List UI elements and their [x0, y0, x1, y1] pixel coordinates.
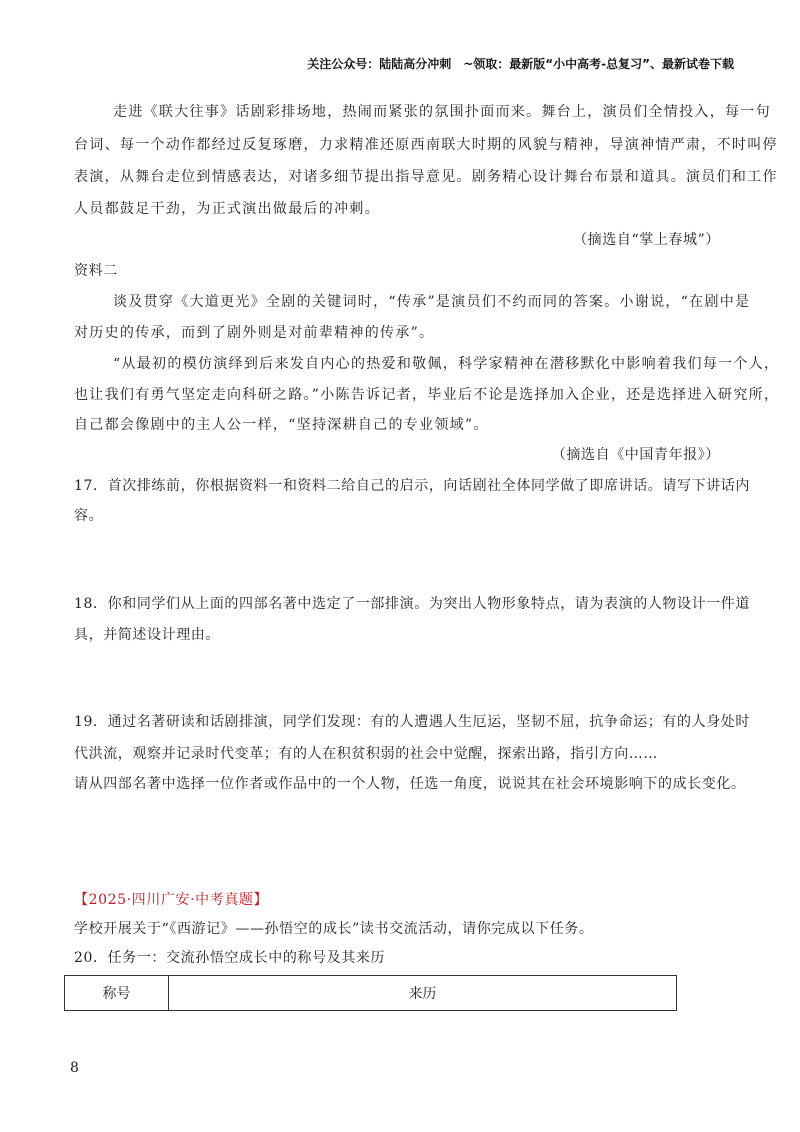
material-one-source: （摘选自“掌上春城”） [573, 232, 720, 248]
question-18-line-1: 18．你和同学们从上面的四部名著中选定了一部排演。为突出人物形象特点，请为表演的人物设计一件道 [74, 596, 751, 612]
material-one-line-2: 台词、每一个动作都经过反复琢磨，力求精准还原西南联大时期的风貌与精神，导演神情严肃，不时叫停 [74, 137, 778, 153]
page-number: 8 [70, 1060, 79, 1076]
table-header-title: 称号 [65, 976, 169, 1011]
question-17-line-1: 17．首次排练前，你根据资料一和资料二给自己的启示，向话剧社全体同学做了即席讲话。请写下讲话内 [74, 478, 751, 494]
material-two-line-1: 谈及贯穿《大道更光》全剧的关键词时，“传承”是演员们不约而同的答案。小谢说，“在剧中是 [113, 294, 751, 310]
material-one-line-1: 走进《联大往事》话剧彩排场地，热闹而紧张的氛围扑面而来。舞台上，演员们全情投入，每一句 [113, 104, 771, 120]
question-19-line-2: 代洪流，观察并记录时代变革；有的人在积贫积弱的社会中觉醒，探索出路，指引方向…… [74, 746, 658, 762]
question-19-line-3: 请从四部名著中选择一位作者或作品中的一个人物，任选一角度，说说其在社会环境影响下的成长变化。 [74, 776, 746, 792]
activity-intro: 学校开展关于“《西游记》——孙悟空的成长”读书交流活动，请你完成以下任务。 [74, 921, 594, 937]
exam-source-tag: 【2025·四川广安·中考真题】 [74, 892, 269, 908]
question-18-line-2: 具，并简述设计理由。 [74, 627, 220, 643]
material-two-line-3: “从最初的模仿演绎到后来发自内心的热爱和敬佩，科学家精神在潜移默化中影响着我们每一个人， [113, 356, 780, 372]
question-20: 20．任务一：交流孙悟空成长中的称号及其来历 [74, 950, 386, 966]
material-two-source: （摘选自《中国青年报》） [551, 447, 720, 463]
material-one-line-3: 表演，从舞台走位到情感表达，对诸多细节提出指导意见。剧务精心设计舞台布景和道具。演员们和工作 [74, 169, 778, 185]
table-header-row [65, 976, 677, 1011]
material-two-title: 资料二 [74, 263, 118, 279]
material-two-line-5: 自己都会像剧中的主人公一样，“坚持深耕自己的专业领域”。 [74, 417, 489, 433]
material-one-line-4: 人员都鼓足干劲，为正式演出做最后的冲刺。 [74, 201, 380, 217]
page-header: 关注公众号：陆陆高分冲刺 ~领取：最新版“小中高考-总复习”、最新试卷下载 [307, 57, 734, 71]
material-two-line-4: 也让我们有勇气坚定走向科研之路。”小陈告诉记者，毕业后不论是选择加入企业，还是选择进入研究所， [74, 387, 780, 403]
question-19-line-1: 19．通过名著研读和话剧排演，同学们发现：有的人遭遇人生厄运，坚韧不屈，抗争命运；有的人身处时 [74, 714, 751, 730]
title-origin-table [64, 975, 677, 1011]
table-header-origin: 来历 [169, 976, 677, 1011]
material-two-line-2: 对历史的传承，而到了剧外则是对前辈精神的传承”。 [74, 325, 435, 341]
question-17-line-2: 容。 [74, 508, 104, 524]
